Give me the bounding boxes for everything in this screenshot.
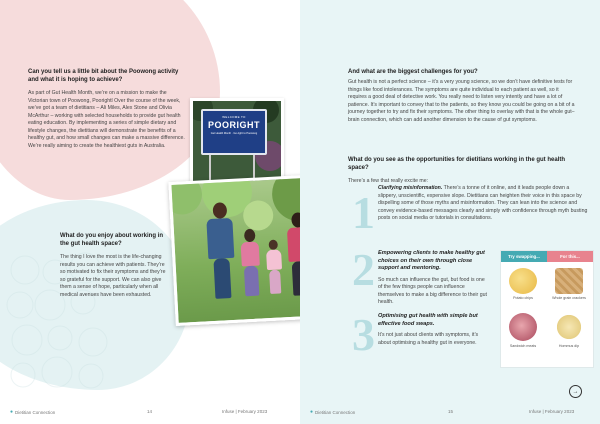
interview-question-2 <box>60 232 168 299</box>
opportunity-item-3 <box>378 313 490 347</box>
welcome-sign <box>201 109 267 155</box>
answer-intro: There’s a few that really excite me: <box>348 178 429 185</box>
interview-question-4 <box>348 156 578 186</box>
try-swapping-label: Try swapping... <box>501 251 547 262</box>
item-number-1: 1 <box>352 187 375 238</box>
interview-question-1 <box>28 68 188 150</box>
footer-brand <box>310 409 355 415</box>
family-walking-photo <box>168 174 300 326</box>
hommus-dip-image <box>555 313 583 341</box>
arrow-right-icon[interactable]: → <box>569 385 582 398</box>
page-number: 14 <box>147 409 153 414</box>
item-heading: Optimising gut health with simple but effective food swaps. <box>378 313 478 327</box>
page-number: 15 <box>448 409 454 414</box>
poowong-sign-photo <box>190 98 284 184</box>
leaf-icon: ● <box>310 409 314 415</box>
for-this-label: For this... <box>547 251 593 262</box>
food-label: Sandwich meats <box>509 344 537 348</box>
item-text: It’s not just about clients with symptoms, it’s about optimising a healthy gut in everyone. <box>378 332 479 346</box>
interview-question-3 <box>348 68 578 124</box>
item-number-2: 2 <box>352 244 375 295</box>
item-heading: Clarifying misinformation. <box>378 185 443 191</box>
footer-brand <box>10 409 55 415</box>
food-label: Hommus dip <box>558 344 580 348</box>
right-page <box>300 0 600 424</box>
sign-subtitle: Gut Health Month · Go-right to Poowong <box>210 132 258 135</box>
food-swap-header <box>501 251 593 262</box>
footer-issue: Infuse | February 2023 <box>222 409 268 414</box>
potato-chips-image <box>509 268 537 294</box>
food-label: Potato chips <box>513 296 533 300</box>
item-heading: Empowering clients to make healthy gut choices on their own through close support and mentoring. <box>378 250 485 272</box>
sign-town-name: POORIGHT <box>207 120 260 130</box>
item-text: There’s a tonne of it online, and it leads people down a slippery, unscientific, expensive slope. Dietitians can heighten their voice in this space by dispelling some of those myths and misinformation. They can lean into the science and convey evidence-based messages clearly and simply with confidence through myth busting posts on social media or tutorials in consultations. <box>378 185 588 222</box>
item-text: So much can influence the gut, but food is one of the few things people can influence themselves to make a big difference to their gut health. <box>378 276 487 306</box>
answer-text: Gut health is not a perfect science – it’s a very young science, so we don’t have definitive tests for things like food intolerances. The symptoms are quite individual to each patient as well, so it requires a good deal of detective work. You really need to listen very intently and have a lot of patience. It’s important to convey that to the patients, so they know you could be going on a bit of a journey together to try and fix their symptoms. The other thing to overlay with that is the whole gut–brain connection, which can add another dimension to the cause of gut symptoms. <box>348 79 575 123</box>
question-heading: Can you tell us a little bit about the Poowong activity and what it is hoping to achieve? <box>28 69 179 84</box>
crackers-image <box>555 268 583 294</box>
question-heading: What do you see as the opportunities for dietitians working in the gut health space? <box>348 157 566 172</box>
food-label: Whole grain crackers <box>552 296 586 300</box>
food-swap-panel <box>500 250 594 368</box>
answer-text: As part of Gut Health Month, we’re on a mission to make the Victorian town of Poowong, Poorightl Over the course of the week, we’ve got a team of dietitians – Ali Miles, Alex Stone and Olivia McArthur – working with selected households to provide gut health eating education. By implementing a series of simple dietary and lifestyle changes, the dietitians will demonstrate the benefits of a healthy gut, and how small changes can make a massive difference. We’re really aiming to create the healthiest guts in Australia. <box>28 90 185 149</box>
sandwich-meats-image <box>509 313 537 341</box>
question-heading: What do you enjoy about working in the gut health space? <box>60 233 163 248</box>
footer-brand-text: Dietitian Connection <box>15 409 56 415</box>
footer-brand-text: Dietitian Connection <box>315 409 356 415</box>
opportunity-item-2 <box>378 250 490 307</box>
opportunity-item-1 <box>378 185 588 223</box>
footer-issue: Infuse | February 2023 <box>529 409 575 414</box>
leaf-icon: ● <box>10 409 14 415</box>
item-number-3: 3 <box>352 309 375 360</box>
answer-text: The thing I love the most is the life-changing results you can achieve with patients. They’re so motivated to fix their symptoms and they’re so grateful for the support. We can also give them a sense of hope, particularly when all medical avenues have been exhausted. <box>60 254 166 298</box>
sign-welcome-text: WELCOME TO <box>222 115 246 119</box>
question-heading: And what are the biggest challenges for you? <box>348 69 478 75</box>
